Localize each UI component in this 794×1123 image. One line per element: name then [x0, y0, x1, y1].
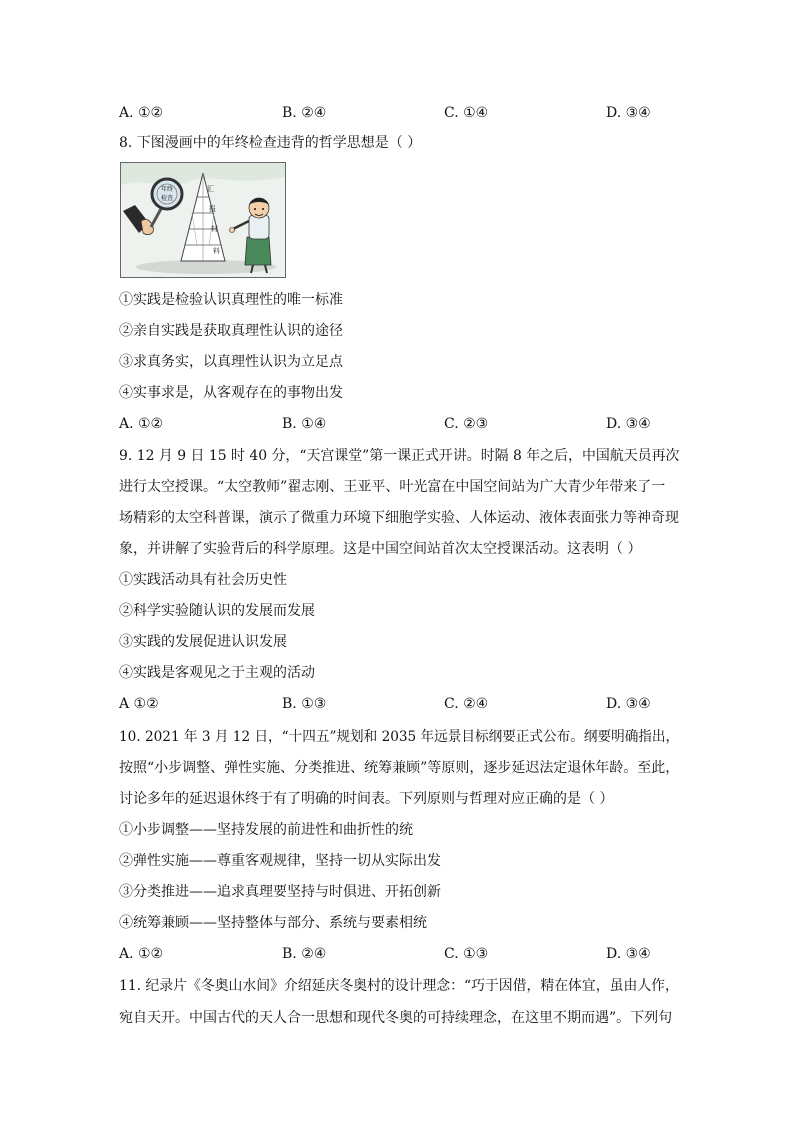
q10-statement-4: ④统筹兼顾——坚持整体与部分、系统与要素相统	[119, 915, 427, 931]
q8-options	[119, 414, 679, 434]
q8-statement-1: ①实践是检验认识真理性的唯一标准	[119, 292, 343, 308]
q10-options	[119, 944, 679, 964]
q9-statement-2: ②科学实验随认识的发展而发展	[119, 603, 315, 619]
q8-option-c: C. ②③	[444, 416, 489, 432]
stamp-text-b: 检查	[160, 195, 174, 202]
q7-option-c: C. ①④	[444, 105, 489, 121]
q8-option-b: B. ①④	[282, 416, 327, 432]
q8-statement-3: ③求真务实，以真理性认识为立足点	[119, 354, 343, 370]
q9-stem-line-3: 场精彩的太空科普课，演示了微重力环境下细胞学实验、人体运动、液体表面张力等神奇现	[119, 510, 679, 526]
q10-option-a: A. ①②	[119, 946, 164, 962]
q10-stem-line-3: 讨论多年的延迟退休终于有了明确的时间表。下列原则与哲理对应正确的是（ ）	[119, 791, 614, 807]
q7-option-a: A. ①②	[119, 105, 164, 121]
q9-option-a: A ①②	[119, 696, 159, 712]
q8-option-a: A. ①②	[119, 416, 164, 432]
q7-option-d: D. ③④	[606, 105, 651, 121]
q9-stem-line-1: 9. 12 月 9 日 15 时 40 分，“天宫课堂”第一课正式开讲。时隔 8 年之后，中国航天员再次	[119, 448, 680, 464]
q10-statement-3: ③分类推进——追求真理要坚持与时俱进、开拓创新	[119, 884, 441, 900]
pyramid-label-2: 报	[209, 205, 216, 213]
q9-option-b: B. ①③	[282, 696, 327, 712]
q8-stem: 8. 下图漫画中的年终检查违背的哲学思想是（ ）	[119, 135, 422, 151]
q10-stem-line-1: 10. 2021 年 3 月 12 日，“十四五”规划和 2035 年远景目标纲要正式公布。纲要明确指出，	[119, 729, 680, 745]
q8-cartoon-image	[120, 162, 286, 278]
q10-statement-1: ①小步调整——坚持发展的前进性和曲折性的统	[119, 822, 413, 838]
q7-options	[119, 103, 679, 123]
q10-option-c: C. ①③	[444, 946, 489, 962]
cartoon-illustration	[121, 163, 285, 277]
q7-option-b: B. ②④	[282, 105, 327, 121]
q10-option-b: B. ②④	[282, 946, 327, 962]
q8-option-d: D. ③④	[606, 416, 651, 432]
q9-statement-1: ①实践活动具有社会历史性	[119, 572, 287, 588]
q9-stem-line-2: 进行太空授课。“太空教师”翟志刚、王亚平、叶光富在中国空间站为广大青少年带来了一	[119, 479, 666, 495]
q10-stem-line-2: 按照“小步调整、弹性实施、分类推进、统筹兼顾”等原则，逐步延迟法定退休年龄。至此，	[119, 760, 680, 776]
q9-stem-line-4: 象，并讲解了实验背后的科学原理。这是中国空间站首次太空授课活动。这表明（ ）	[119, 541, 642, 557]
q10-option-d: D. ③④	[606, 946, 651, 962]
q10-statement-2: ②弹性实施——尊重客观规律，坚持一切从实际出发	[119, 853, 441, 869]
pyramid-label-3: 材	[211, 225, 218, 233]
q9-option-d: D. ③④	[606, 696, 651, 712]
q9-options	[119, 694, 679, 714]
stamp-text-a: 年终	[160, 186, 174, 193]
pyramid-label-1: 汇	[207, 185, 214, 193]
q9-option-c: C. ②④	[444, 696, 489, 712]
pyramid-label-4: 料	[213, 247, 220, 255]
q9-statement-4: ④实践是客观见之于主观的活动	[119, 665, 315, 681]
q11-stem-line-2: 宛自天开。中国古代的天人合一思想和现代冬奥的可持续理念，在这里不期而遇”。下列句	[119, 1010, 673, 1026]
q8-statement-4: ④实事求是，从客观存在的事物出发	[119, 385, 343, 401]
q8-statement-2: ②亲自实践是获取真理性认识的途径	[119, 323, 343, 339]
q11-stem-line-1: 11. 纪录片《冬奥山水间》介绍延庆冬奥村的设计理念：“巧于因借，精在体宜，虽由人作，	[119, 978, 679, 994]
q9-statement-3: ③实践的发展促进认识发展	[119, 634, 287, 650]
